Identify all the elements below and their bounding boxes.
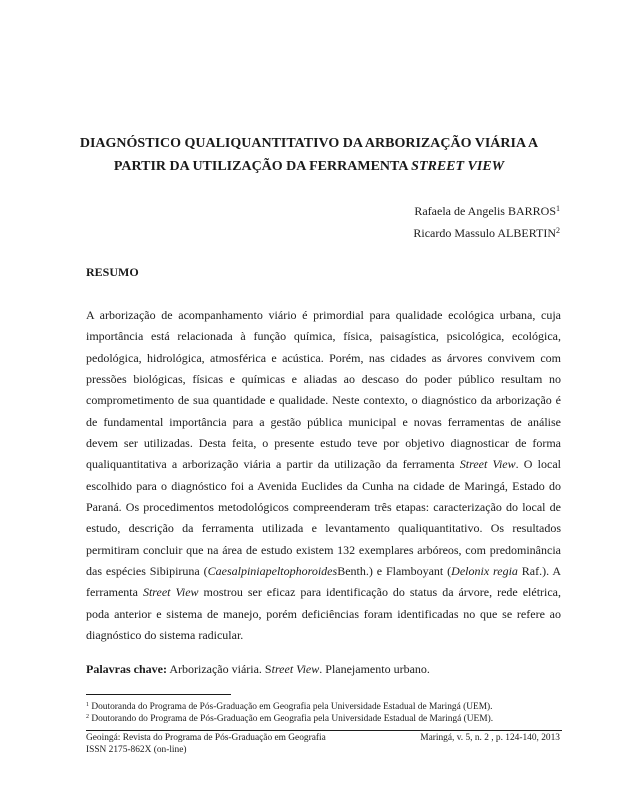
abstract-body — [86, 305, 561, 647]
author-footnote-mark: 2 — [556, 226, 560, 235]
title-line-2-text: PARTIR DA UTILIZAÇÃO DA FERRAMENTA — [113, 159, 412, 174]
footer-journal: Geoingá: Revista do Programa de Pós-Graduação em Geografia — [86, 733, 326, 743]
abstract-text: . O local — [515, 457, 561, 472]
abstract-text: Benth.) e Flamboyant ( — [337, 564, 452, 579]
footer-citation: Maringá, v. 5, n. 2 , p. 124-140, 2013 — [420, 733, 560, 743]
abstract-text: estudo, descrição da ferramenta utilizada e levantamento qualiquantitativo. Os resultados — [86, 521, 561, 536]
abstract-line — [86, 540, 561, 561]
abstract-italic-text: Street View — [459, 457, 516, 472]
abstract-text: poda anterior e sistema de manejo, porém deficiências foram identificadas no que se refere ao — [86, 606, 561, 621]
abstract-line — [86, 518, 561, 539]
footnote-text: Doutoranda do Programa de Pós-Graduação em Geografia pela Universidade Estadual de Maringá (UEM). — [89, 702, 493, 712]
keywords — [86, 662, 430, 677]
title-line-1: DIAGNÓSTICO QUALIQUANTITATIVO DA ARBORIZAÇÃO VIÁRIA A — [79, 136, 539, 151]
footnote-text: Doutorando do Programa de Pós-Graduação em Geografia pela Universidade Estadual de Maringá (UEM). — [89, 714, 494, 724]
title-italic-text: STREET VIEW — [411, 159, 505, 174]
abstract-text: das espécies Sibipiruna ( — [86, 564, 208, 579]
abstract-heading: RESUMO — [86, 265, 139, 279]
keywords-italic-text: treet View — [271, 662, 320, 676]
abstract-text: escolhido para o diagnóstico foi a Avenida Euclides da Cunha na cidade de Maringá, Estado do — [86, 478, 561, 493]
abstract-line — [86, 433, 561, 454]
abstract-line — [86, 412, 561, 433]
abstract-text: comprometimento de sua quantidade e qualidade. Neste contexto, o diagnóstico da arborização é — [86, 393, 561, 408]
abstract-line — [86, 369, 561, 390]
abstract-line — [86, 348, 561, 369]
footer-divider — [86, 730, 562, 731]
abstract-text: diagnóstico do sistema radicular. — [86, 628, 244, 643]
abstract-text: qualiquantitativa a arborização viária a partir da utilização da ferramenta — [86, 457, 460, 472]
abstract-text: mostrou ser eficaz para identificação do status da árvore, rede elétrica, — [198, 585, 562, 600]
author-name: Rafaela de Angelis BARROS — [414, 204, 556, 218]
footnote-1 — [86, 702, 493, 712]
abstract-text: devem ser utilizadas. Desta feita, o presente estudo teve por objetivo diagnosticar de forma — [86, 436, 561, 451]
author-footnote-mark: 1 — [556, 204, 560, 213]
abstract-line — [86, 390, 561, 411]
author-2 — [413, 226, 560, 241]
abstract-line — [86, 454, 561, 475]
title-line-2 — [60, 155, 558, 178]
abstract-line — [86, 305, 561, 326]
footnote-mark: 1 — [86, 702, 89, 708]
keywords-text: Arborização viária. S — [166, 662, 272, 676]
abstract-italic-text: Street View — [142, 585, 199, 600]
author-1 — [414, 204, 560, 219]
abstract-text: A arborização de acompanhamento viário é primordial para qualidade ecológica urbana, cuja — [86, 308, 561, 322]
abstract-line — [86, 625, 561, 646]
author-name: Ricardo Massulo ALBERTIN — [413, 226, 556, 240]
abstract-text: ferramenta — [86, 585, 143, 600]
abstract-text: pedológica, hidrológica, atmosférica e acústica. Porém, nas cidades as árvores convivem com — [86, 350, 561, 365]
abstract-line — [86, 604, 561, 625]
abstract-text: pressões biológicas, físicas e químicas e aliadas ao descaso do poder público resultam no — [86, 372, 561, 387]
abstract-text: Paraná. Os procedimentos metodológicos compreenderam três etapas: caracterização do local de — [86, 500, 561, 515]
abstract-line — [86, 326, 561, 347]
footnote-divider — [86, 694, 231, 695]
keywords-label: Palavras chave: — [86, 662, 167, 676]
abstract-text: Raf.). A — [517, 564, 562, 579]
abstract-text: permitiram concluir que na área de estudo existem 132 exemplares arbóreos, com predominância — [86, 542, 561, 557]
abstract-line — [86, 582, 561, 603]
abstract-text: importância está relacionada à função química, física, paisagística, psicológica, ecológica, — [86, 329, 561, 344]
abstract-italic-text: Delonix regia — [451, 564, 518, 579]
footer-issn: ISSN 2175-862X (on-line) — [86, 745, 187, 755]
abstract-line — [86, 476, 561, 497]
article-title — [60, 132, 558, 178]
abstract-text: de fundamental importância para a gestão pública municipal e novas ferramentas de análise — [86, 414, 561, 429]
footnote-2 — [86, 714, 493, 724]
abstract-italic-text: Caesalpiniapeltophoroides — [207, 564, 338, 579]
keywords-text-end: . Planejamento urbano. — [319, 662, 430, 676]
abstract-line — [86, 561, 561, 582]
footnote-mark: 2 — [86, 714, 89, 720]
abstract-line — [86, 497, 561, 518]
